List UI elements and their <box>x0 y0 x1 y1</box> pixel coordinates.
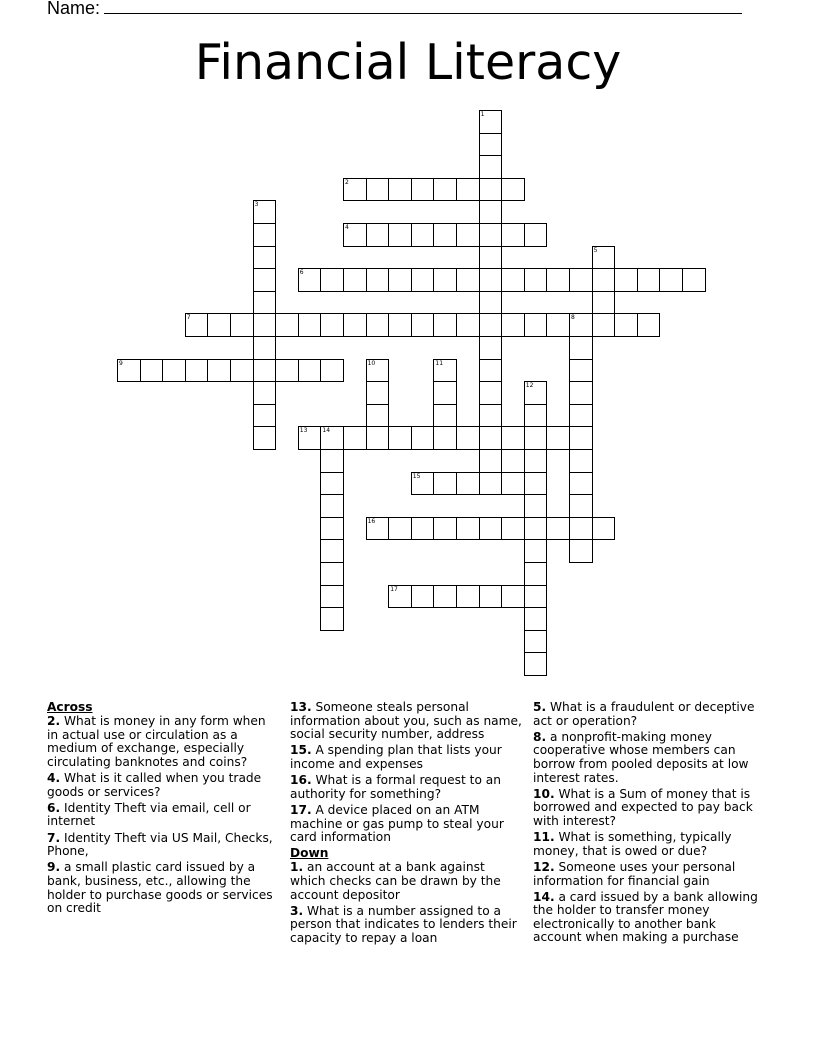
grid-cell[interactable] <box>524 562 548 586</box>
clue-text: Someone uses your personal information for financial gain <box>533 859 736 888</box>
grid-cell[interactable] <box>501 426 525 450</box>
grid-cell[interactable] <box>479 178 503 202</box>
clue-number: 10 <box>367 359 376 367</box>
grid-cell[interactable] <box>569 472 593 496</box>
grid-cell[interactable] <box>117 359 141 383</box>
clue-across <box>290 744 522 771</box>
clue-text: What is something, typically money, that is owed or due? <box>533 830 732 858</box>
grid-cell[interactable] <box>366 517 390 541</box>
clue-down <box>533 701 761 728</box>
grid-cell[interactable] <box>253 246 277 270</box>
grid-cell[interactable] <box>343 223 367 247</box>
clue-column-2 <box>290 701 522 948</box>
grid-cell[interactable] <box>546 268 570 292</box>
grid-cell[interactable] <box>524 426 548 450</box>
grid-cell[interactable] <box>320 449 344 473</box>
clue-number-label: 2. <box>47 714 61 729</box>
grid-cell[interactable] <box>298 313 322 337</box>
clue-text: Someone steals personal information about you, such as name, social security number, address <box>290 700 522 742</box>
clue-text: A device placed on an ATM machine or gas pump to steal your card information <box>290 802 504 845</box>
grid-cell[interactable] <box>433 426 457 450</box>
clue-number-label: 3. <box>290 903 304 918</box>
grid-cell[interactable] <box>320 539 344 563</box>
grid-cell[interactable] <box>524 449 548 473</box>
grid-cell[interactable] <box>366 178 390 202</box>
clue-text: Identity Theft via US Mail, Checks, Phone, <box>47 830 273 859</box>
clue-number: 13 <box>299 427 308 435</box>
clue-across <box>47 772 275 799</box>
grid-cell[interactable] <box>320 313 344 337</box>
grid-cell[interactable] <box>501 223 525 247</box>
clue-number: 12 <box>525 382 534 390</box>
clue-number: 17 <box>390 585 398 593</box>
grid-cell[interactable] <box>524 313 548 337</box>
grid-cell[interactable] <box>388 426 412 450</box>
grid-cell[interactable] <box>343 268 367 292</box>
clue-down <box>533 731 761 785</box>
grid-cell[interactable] <box>501 268 525 292</box>
grid-cell[interactable] <box>411 223 435 247</box>
clue-column-1 <box>47 701 275 918</box>
grid-cell[interactable] <box>479 426 503 450</box>
grid-cell[interactable] <box>501 517 525 541</box>
clue-number: 3 <box>254 201 259 209</box>
grid-cell[interactable] <box>185 313 209 337</box>
clue-across <box>47 802 275 829</box>
grid-cell[interactable] <box>524 472 548 496</box>
grid-cell[interactable] <box>320 494 344 518</box>
grid-cell[interactable] <box>637 268 661 292</box>
grid-cell[interactable] <box>388 223 412 247</box>
grid-cell[interactable] <box>479 404 503 428</box>
grid-cell[interactable] <box>433 223 457 247</box>
grid-cell[interactable] <box>524 381 548 405</box>
grid-cell[interactable] <box>614 313 638 337</box>
clue-down <box>290 905 522 946</box>
grid-cell[interactable] <box>569 517 593 541</box>
clue-number-label: 17. <box>290 802 312 817</box>
clue-number: 4 <box>345 224 349 231</box>
grid-cell[interactable] <box>388 585 412 609</box>
grid-cell[interactable] <box>298 268 322 292</box>
grid-cell[interactable] <box>592 313 616 337</box>
grid-cell[interactable] <box>343 313 367 337</box>
grid-cell[interactable] <box>569 449 593 473</box>
grid-cell[interactable] <box>320 426 344 450</box>
clue-text: a card issued by a bank allowing the holder to transfer money electronically to another bank account when making a purchase <box>533 889 758 945</box>
clue-number-label: 4. <box>47 771 61 786</box>
clue-text: a small plastic card issued by a bank, business, etc., allowing the holder to purchase goods or services on credit <box>47 860 273 916</box>
grid-cell[interactable] <box>411 585 435 609</box>
grid-cell[interactable] <box>433 404 457 428</box>
grid-cell[interactable] <box>456 517 480 541</box>
grid-cell[interactable] <box>253 200 277 224</box>
grid-cell[interactable] <box>524 539 548 563</box>
grid-cell[interactable] <box>569 313 593 337</box>
grid-cell[interactable] <box>546 426 570 450</box>
grid-cell[interactable] <box>298 426 322 450</box>
grid-cell[interactable] <box>343 426 367 450</box>
grid-cell[interactable] <box>524 268 548 292</box>
grid-cell[interactable] <box>456 585 480 609</box>
grid-cell[interactable] <box>479 381 503 405</box>
grid-cell[interactable] <box>501 472 525 496</box>
grid-cell[interactable] <box>479 268 503 292</box>
grid-cell[interactable] <box>456 313 480 337</box>
clue-text: What is a number assigned to a person that indicates to lenders their capacity to repay a loan <box>290 903 517 945</box>
grid-cell[interactable] <box>320 359 344 383</box>
grid-cell[interactable] <box>320 472 344 496</box>
grid-cell[interactable] <box>433 359 457 383</box>
clue-number: 16 <box>367 517 376 525</box>
grid-cell[interactable] <box>253 291 277 315</box>
clue-across <box>47 861 275 915</box>
clue-number: 15 <box>412 472 421 480</box>
clue-number-label: 10. <box>533 786 555 801</box>
clue-down <box>533 891 761 945</box>
clue-text: What is a fraudulent or deceptive act or operation? <box>533 700 755 728</box>
clue-across <box>290 774 522 801</box>
grid-cell[interactable] <box>320 585 344 609</box>
clue-number-label: 16. <box>290 773 312 788</box>
grid-cell[interactable] <box>479 449 503 473</box>
grid-cell[interactable] <box>569 494 593 518</box>
clue-number: 1 <box>480 111 485 118</box>
grid-cell[interactable] <box>411 268 435 292</box>
grid-cell[interactable] <box>456 472 480 496</box>
grid-cell[interactable] <box>366 313 390 337</box>
clue-text: What is money in any form when in actual use or circulation as a medium of exchange, especially circulating banknotes and coins? <box>47 714 266 769</box>
grid-cell[interactable] <box>456 223 480 247</box>
grid-cell[interactable] <box>320 268 344 292</box>
clue-text: What is a Sum of money that is borrowed and expected to pay back with interest? <box>533 786 753 828</box>
grid-cell[interactable] <box>366 359 390 383</box>
grid-cell[interactable] <box>524 404 548 428</box>
grid-cell[interactable] <box>592 246 616 270</box>
clue-number-label: 12. <box>533 859 555 874</box>
clue-number: 7 <box>186 314 191 322</box>
grid-cell[interactable] <box>479 223 503 247</box>
grid-cell[interactable] <box>479 200 503 224</box>
clue-down <box>290 861 522 902</box>
clue-across <box>47 715 275 769</box>
clue-across <box>290 701 522 742</box>
grid-cell[interactable] <box>162 359 186 383</box>
grid-cell[interactable] <box>366 223 390 247</box>
grid-cell[interactable] <box>569 268 593 292</box>
grid-cell[interactable] <box>479 517 503 541</box>
grid-cell[interactable] <box>433 313 457 337</box>
grid-cell[interactable] <box>569 359 593 383</box>
grid-cell[interactable] <box>320 607 344 631</box>
grid-cell[interactable] <box>524 607 548 631</box>
grid-cell[interactable] <box>524 517 548 541</box>
grid-cell[interactable] <box>546 517 570 541</box>
clue-number-label: 8. <box>533 729 547 744</box>
grid-cell[interactable] <box>524 585 548 609</box>
grid-cell[interactable] <box>456 268 480 292</box>
grid-cell[interactable] <box>479 585 503 609</box>
grid-cell[interactable] <box>592 291 616 315</box>
grid-cell[interactable] <box>501 178 525 202</box>
grid-cell[interactable] <box>253 336 277 360</box>
grid-cell[interactable] <box>524 223 548 247</box>
grid-cell[interactable] <box>569 426 593 450</box>
grid-cell[interactable] <box>253 359 277 383</box>
grid-cell[interactable] <box>140 359 164 383</box>
clue-number: 6 <box>299 269 304 277</box>
grid-cell[interactable] <box>275 313 299 337</box>
grid-cell[interactable] <box>185 359 209 383</box>
grid-cell[interactable] <box>546 313 570 337</box>
grid-cell[interactable] <box>411 472 435 496</box>
grid-cell[interactable] <box>411 313 435 337</box>
grid-cell[interactable] <box>433 178 457 202</box>
clue-number-label: 11. <box>533 830 555 845</box>
grid-cell[interactable] <box>479 359 503 383</box>
grid-cell[interactable] <box>207 359 231 383</box>
grid-cell[interactable] <box>637 313 661 337</box>
clue-text: an account at a bank against which checks can be drawn by the account depositor <box>290 860 501 902</box>
grid-cell[interactable] <box>569 381 593 405</box>
grid-cell[interactable] <box>207 313 231 337</box>
clue-text: a nonprofit-making money cooperative whose members can borrow from pooled deposits at low interest rates. <box>533 729 749 785</box>
grid-cell[interactable] <box>524 494 548 518</box>
clue-across <box>47 832 275 859</box>
grid-cell[interactable] <box>411 517 435 541</box>
grid-cell[interactable] <box>479 110 503 134</box>
clue-number: 5 <box>593 246 598 254</box>
grid-cell[interactable] <box>253 426 277 450</box>
grid-cell[interactable] <box>569 404 593 428</box>
grid-cell[interactable] <box>479 472 503 496</box>
clue-number-label: 9. <box>47 860 61 875</box>
clue-text: What is it called when you trade goods or services? <box>47 771 262 799</box>
clue-down <box>533 831 761 858</box>
clue-text: What is a formal request to an authority for something? <box>290 773 501 801</box>
clue-across <box>290 804 522 845</box>
clue-number: 11 <box>435 359 444 367</box>
clue-down <box>533 788 761 829</box>
clue-column-3 <box>533 701 761 948</box>
grid-cell[interactable] <box>479 336 503 360</box>
grid-cell[interactable] <box>366 404 390 428</box>
clue-number-label: 6. <box>47 800 61 815</box>
grid-cell[interactable] <box>320 517 344 541</box>
across-heading: Across <box>47 700 93 714</box>
clue-number: 14 <box>322 427 331 435</box>
grid-cell[interactable] <box>366 426 390 450</box>
grid-cell[interactable] <box>569 336 593 360</box>
grid-cell[interactable] <box>433 585 457 609</box>
clue-down <box>533 861 761 888</box>
grid-cell[interactable] <box>592 517 616 541</box>
clue-text: A spending plan that lists your income and expenses <box>290 743 502 771</box>
grid-cell[interactable] <box>366 268 390 292</box>
grid-cell[interactable] <box>501 585 525 609</box>
grid-cell[interactable] <box>433 381 457 405</box>
clue-number-label: 5. <box>533 700 547 714</box>
grid-cell[interactable] <box>479 313 503 337</box>
grid-cell[interactable] <box>253 404 277 428</box>
grid-cell[interactable] <box>682 268 706 292</box>
grid-cell[interactable] <box>479 133 503 157</box>
grid-cell[interactable] <box>433 268 457 292</box>
grid-cell[interactable] <box>479 155 503 179</box>
grid-cell[interactable] <box>253 381 277 405</box>
grid-cell[interactable] <box>388 268 412 292</box>
grid-cell[interactable] <box>592 268 616 292</box>
grid-cell[interactable] <box>411 426 435 450</box>
grid-cell[interactable] <box>343 178 367 202</box>
grid-cell[interactable] <box>479 246 503 270</box>
grid-cell[interactable] <box>320 562 344 586</box>
name-label: Name: <box>47 0 101 18</box>
clue-number-label: 14. <box>533 889 555 904</box>
clue-number-label: 13. <box>290 700 312 714</box>
grid-cell[interactable] <box>433 472 457 496</box>
grid-cell[interactable] <box>366 381 390 405</box>
grid-cell[interactable] <box>230 313 254 337</box>
down-heading: Down <box>290 846 329 861</box>
grid-cell[interactable] <box>298 359 322 383</box>
clue-number-label: 15. <box>290 743 312 758</box>
grid-cell[interactable] <box>253 268 277 292</box>
grid-cell[interactable] <box>456 178 480 202</box>
page-title: Financial Literacy <box>194 34 622 91</box>
grid-cell[interactable] <box>230 359 254 383</box>
grid-cell[interactable] <box>388 517 412 541</box>
grid-cell[interactable] <box>433 517 457 541</box>
grid-cell[interactable] <box>479 291 503 315</box>
clue-number: 9 <box>119 359 123 367</box>
grid-cell[interactable] <box>411 178 435 202</box>
grid-cell[interactable] <box>524 652 548 676</box>
grid-cell[interactable] <box>388 313 412 337</box>
grid-cell[interactable] <box>253 223 277 247</box>
grid-cell[interactable] <box>659 268 683 292</box>
grid-cell[interactable] <box>501 313 525 337</box>
grid-cell[interactable] <box>275 359 299 383</box>
grid-cell[interactable] <box>388 178 412 202</box>
grid-cell[interactable] <box>569 539 593 563</box>
clue-number-label: 1. <box>290 860 304 875</box>
grid-cell[interactable] <box>524 630 548 654</box>
grid-cell[interactable] <box>253 313 277 337</box>
grid-cell[interactable] <box>614 268 638 292</box>
grid-cell[interactable] <box>456 426 480 450</box>
clue-number: 2 <box>345 178 349 186</box>
clue-number-label: 7. <box>47 830 61 845</box>
clue-text: Identity Theft via email, cell or internet <box>47 800 251 829</box>
clue-number: 8 <box>571 314 575 322</box>
